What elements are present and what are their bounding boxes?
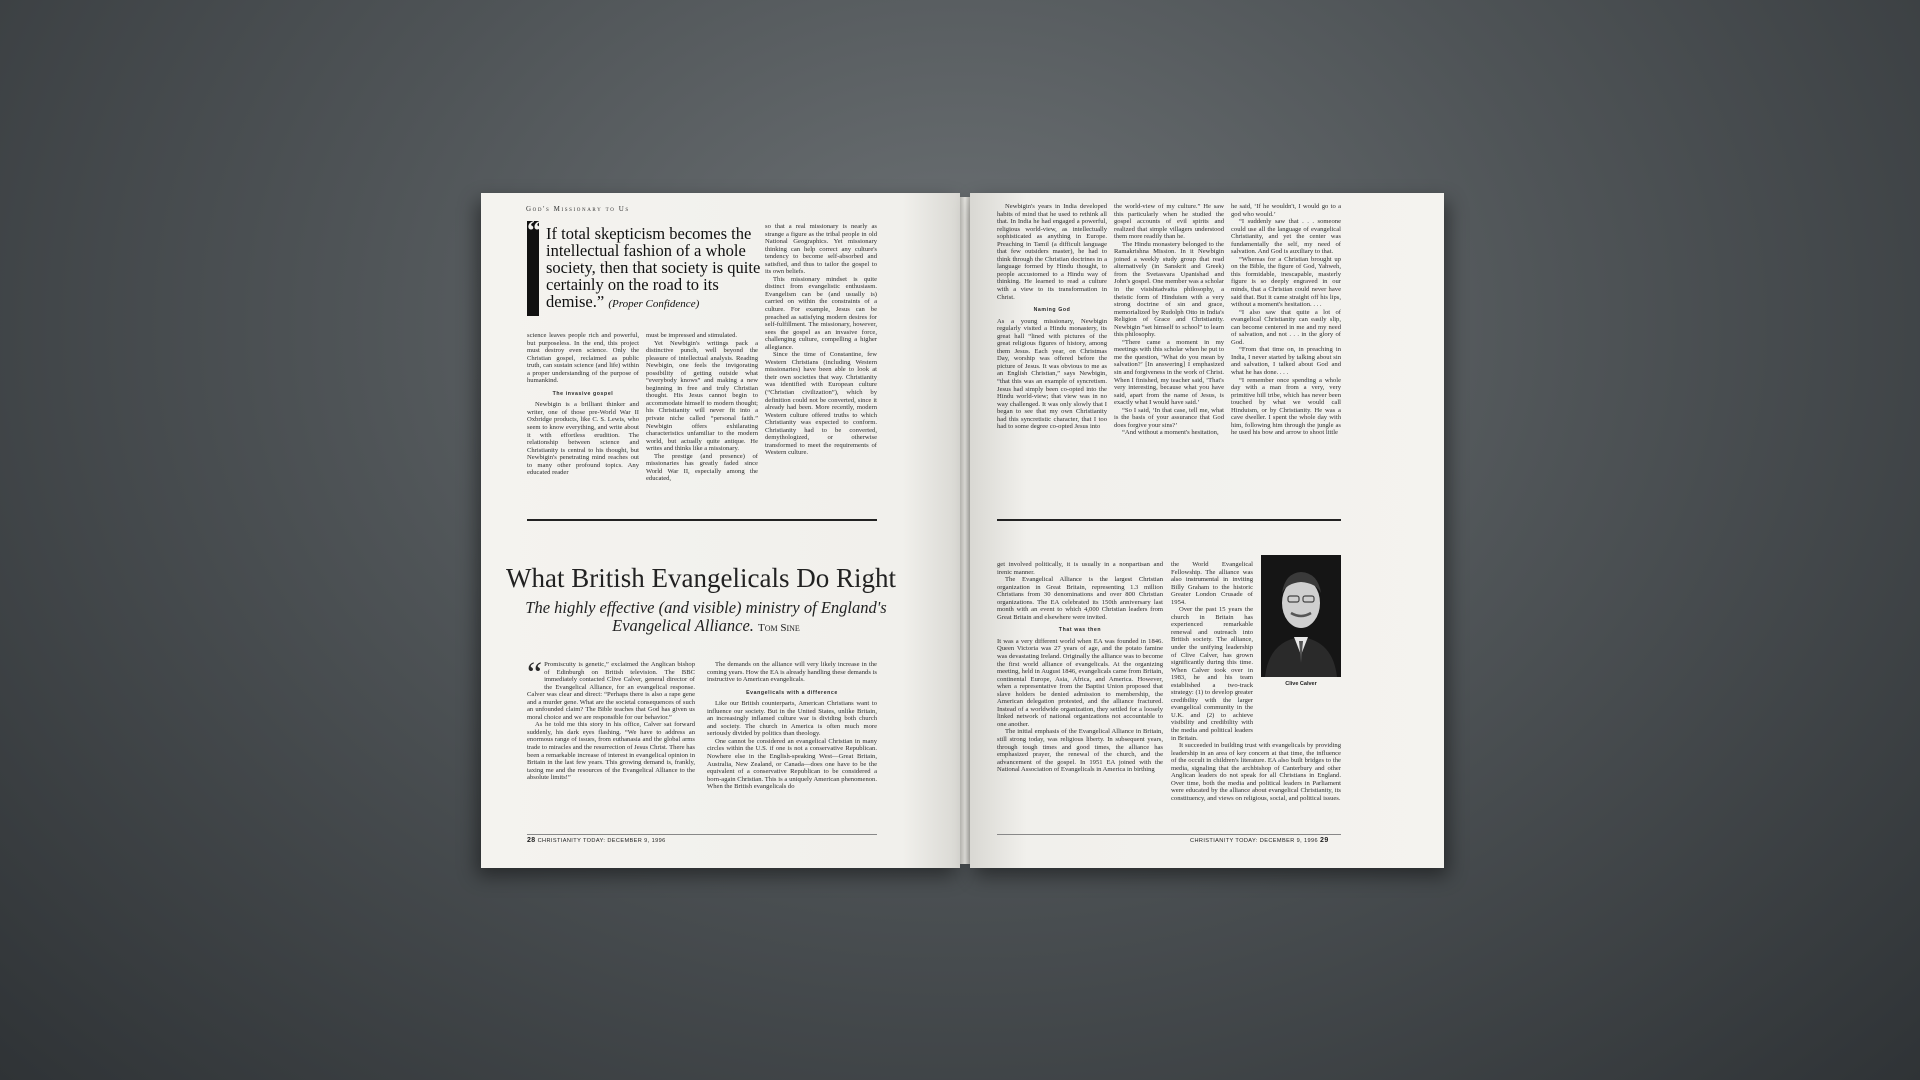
pull-quote [527,216,767,329]
pull-quote-source: (Proper Confidence) [608,298,700,310]
section-rule [527,519,877,521]
left-lower-col-1: “ Promiscuity is genetic,” exclaimed the Anglican bishop of Edinburgh on British television. The BBC immediately contacted Clive Calver, general director of the Evangelical Alliance, for an evangelical response. Calver was clear and direct: “Perhaps there is also a rape gene and a murder gene. What are the societal consequences of such an unfounded claim? The Bible teaches that God has given us moral choice and we are responsible for our behavior.” As he told me this story in his office, Calver sat forward suddenly, his dark eyes flashing. “We have to address an enormous range of issues, from euthanasia and the global arms trade to miracles and the resurrection of Jesus Christ. There has been a remarkable increase of interest in evangelical opinion in Britain in the last few years. This growing demand is, frankly, taxing me and the resources of the Evangelical Alliance to the absolute limits!” [527,656,695,782]
article-deck: The highly effective (and visible) ministry of England's Evangelical Alliance. Tom Sine [525,598,887,635]
right-page [970,193,1444,868]
subhead: That was then [1058,627,1102,634]
section-rule [997,519,1341,521]
right-upper-col-2: the world-view of my culture.” He saw this particularly when he studied the gospel accounts of evil spirits and realized that simple villagers understood them more readily than he. The Hindu monastery belonged to the Ramakrishna Mission. In it Newbigin joined a weekly study group that read alternatively (in Sanskrit and Greek) from the Svetasvara Upanishad and John's gospel. One member was a scholar in the visishtadvaita philosophy, a theistic form of Hinduism with a very strong doctrine of sin and grace, memorialized by Rudolph Otto in India's Religion of Grace and Christianity. Newbigin “set himself to school” to learn this philosophy. “There came a moment in my meetings with this scholar when he put to me the question, ‘What do you mean by salvation?’ [In answering] I emphasized sin and forgiveness in the work of Christ. When I finished, my teacher said, ‘That's very interesting, because what you have said, apart from the name of Jesus, is exactly what I would have said.’ “So I said, ‘In that case, tell me, what is the basis of your assurance that God does forgive your sins?’ “And without a moment's hesitation, [1114,203,1224,437]
subhead: Naming God [1033,307,1071,314]
folio-right: CHRISTIANITY TODAY: DECEMBER 9, 1996 29 [1190,837,1329,844]
left-upper-col-3: so that a real missionary is nearly as strange a figure as the tribal people in old National Geographics. Yet missionary thinking can help correct any culture's tendency to become self-absorbed and satisfied, and thus to tailor the gospel to its own beliefs. This missionary mindset is quite distinct from evangelistic enthusiasm. Evangelism can be (and usually is) carried on within the constraints of a culture. For example, Jesus can be preached as satisfying modern desires for self-fulfillment. The missionary, however, sees the gospel as an invasive force, challenging culture, compelling a higher allegiance. Since the time of Constantine, few Western Christians (including Western missionaries) have been able to look at their own societies that way. Christianity was identified with European culture (“Christian civilization”), which by definition could not be converted, since it already had been. More recently, modern Western culture offered truths to which Christianity was expected to conform. Christianity had to be converted, demythologized, or otherwise transformed to meet the requirements of Western culture. [765,223,877,457]
portrait-image [1261,555,1341,677]
footer-rule [527,834,877,835]
spine-gutter [960,197,970,864]
byline: Tom Sine [758,622,800,634]
drop-cap: “ [527,656,543,693]
left-upper-col-2: must be impressed and stimulated. Yet Newbigin's writings pack a distinctive punch, well beyond the pleasure of intellectual analysis. Reading Newbigin, one feels the invigorating possibility of getting outside what “everybody knows” and making a new beginning in free and truly Christian thought. His Jesus cannot begin to accommodate himself to modern thought; his Christianity will never fit into a private niche called “personal faith.” Newbigin offers exhilarating characteristics unfamiliar to the modern world, but actually quite antique. He writes and thinks like a missionary. The prestige (and presence) of missionaries has greatly faded since World War II, especially among the educated, [646,332,758,483]
folio-left: 28 CHRISTIANITY TODAY: DECEMBER 9, 1996 [527,837,666,844]
pull-quote-text: If total skepticism becomes the intellectual fashion of a whole society, then that society is quite certainly on the road to its demise.” [546,224,761,311]
subhead: Evangelicals with a difference [746,689,838,696]
running-head: God's Missionary to Us [526,205,630,213]
right-upper-col-3: he said, ‘If he wouldn't, I would go to a god who would.’ “I suddenly saw that . . . someone could use all the language of evangelical Christianity, and yet the center was fundamentally the self, my need of salvation. And God is auxiliary to that. “Whereas for a Christian brought up on the Bible, the figure of God, Yahweh, this formidable, inescapable, masterly figure is so deeply engraved in our minds, that a Christian could never have said that. But it came straight off his lips, without a moment's hesitation. . . . “I also saw that quite a lot of evangelical Christianity can easily slip, can become centered in me and my need of salvation, and not . . . in the glory of God. “From that time on, in preaching in India, I never started by talking about sin and salvation, I talked about God and what he has done. . . . “I remember once spending a whole day with a man from a very, very primitive hill tribe, which has never been touched by what we would call Hinduism, or by Christianity. He was a cave dweller. I spent the whole day with him, following him through the jungle as he used his bow and arrow to shoot little [1231,203,1341,437]
left-lower-col-2: The demands on the alliance will very likely increase in the coming years. How the EA is already handling these demands is instructive to American evangelicals. Evangelicals with a difference Like our British counterparts, American Christians want to influence our society. But in the United States, unlike Britain, an increasingly inflamed culture war is dividing both church and society. The church in America is often much more seriously divided by politics than theology. One cannot be considered an evangelical Christian in many circles within the U.S. if one is not a conservative Republican. Nowhere else in the English-speaking West—Great Britain, Australia, New Zealand, or Canada—does one have to be the equivalent of a conservative Republican to be considered a born-again Christian. This is a uniquely American phenomenon. When the British evangelicals do [707,661,877,791]
footer-rule [997,834,1341,835]
photo-caption: Clive Calver [1285,681,1317,687]
portrait-photo [1261,555,1341,677]
left-upper-col-1: science leaves people rich and powerful, but purposeless. In the end, this project must destroy even science. Only the Christian gospel, reclaimed as public truth, can sustain science (and life) within a proper understanding of the purpose of humankind. The invasive gospel Newbigin is a brilliant thinker and writer, one of those pre-World War II Oxbridge products, like C. S. Lewis, who seem to know everything, and write about it with effortless erudition. The relationship between science and Christianity is central to his thought, but Newbigin's penetrating mind reaches out to many other profound topics. Any educated reader [527,332,639,477]
article-headline: What British Evangelicals Do Right [506,563,896,593]
right-upper-col-1: Newbigin's years in India developed habits of mind that he used to rethink all that. In India he had engaged a powerful, religious world-view, as intellectually sophisticated as anything in Europe. Preaching in Tamil (a difficult language that few outsiders master), he had to think through the Christian doctrines in a language formed by Hindu thought, to people accustomed to a Hindu way of thinking. He learned to read a culture with a view to its transformation in Christ. Naming God As a young missionary, Newbigin regularly visited a Hindu monastery, its great hall “lined with pictures of the great religious figures of history, among them Jesus. Each year, on Christmas Day, worship was offered before the picture of Jesus. It was obvious to me as an English Christian,” says Newbigin, “that this was an example of syncretism. Jesus had simply been co-opted into the Hindu world-view; that view was in no way challenged. It was only slowly that I began to see that my own Christianity had this syncretistic character, that I too had to some degree co-opted Jesus into [997,203,1107,431]
left-page [481,193,960,868]
right-lower-col-1: get involved politically, it is usually in a nonpartisan and irenic manner. The Evangelical Alliance is the largest Christian organization in Great Britain, representing 1.3 million Christians from 30 denominations and over 800 Christian organizations. The EA celebrated its 150th anniversary last month with an event to which 4,000 Christian leaders from Great Britain and elsewhere were invited. That was then It was a very different world when EA was founded in 1846. Queen Victoria was 27 years of age, and the potato famine was devastating Ireland. Originally the alliance was to become the first world alliance of evangelicals. At the organizing meeting, held in August 1846, evangelicals came from Britain, continental Europe, Asia, Africa, and America. However, when a representative from the Baptist Union proposed that slave holders be denied admission to membership, the American delegation protested, and the alliance fractured. Instead of a worldwide organization, they settled for a loosely linked network of national organizations not accountable to one another. The initial emphasis of the Evangelical Alliance in Britain, still strong today, was religious liberty. In subsequent years, through tough times and good times, the alliance has emphasized prayer, the renewal of the church, and the advancement of the gospel. In 1951 EA joined with the National Association of Evangelicals in America in birthing [997,561,1163,774]
magazine-spread [481,193,1444,868]
quote-mark-icon: “ [527,216,541,247]
subhead: The invasive gospel [552,390,614,397]
quote-bar [527,216,541,316]
right-lower-col-2: the World Evangelical Fellowship. The alliance was also instrumental in inviting Billy Graham to the historic Greater London Crusade of 1954. Over the past 15 years the church in Britain has experienced remarkable renewal and outreach into British society. The alliance, under the unifying leadership of Clive Calver, has grown significantly during this time. When Calver took over in 1983, he and his team established a two-track strategy: (1) to develop greater credibility with the larger evangelical community in the U.K. and (2) to achieve visibility and credibility with the media and political leaders in Britain. It succeeded in building trust with evangelicals by providing leadership in an area of key concern at that time, the influence of the occult in children's literature. EA also built bridges to the media, signaling that the archbishop of Canterbury and other Anglican leaders do not speak for all Christians in England. Over time, both the media and political leaders in Parliament were educated by the alliance about evangelical Christianity, its constituency, and views on religious, social, and political issues. [1171,561,1341,802]
